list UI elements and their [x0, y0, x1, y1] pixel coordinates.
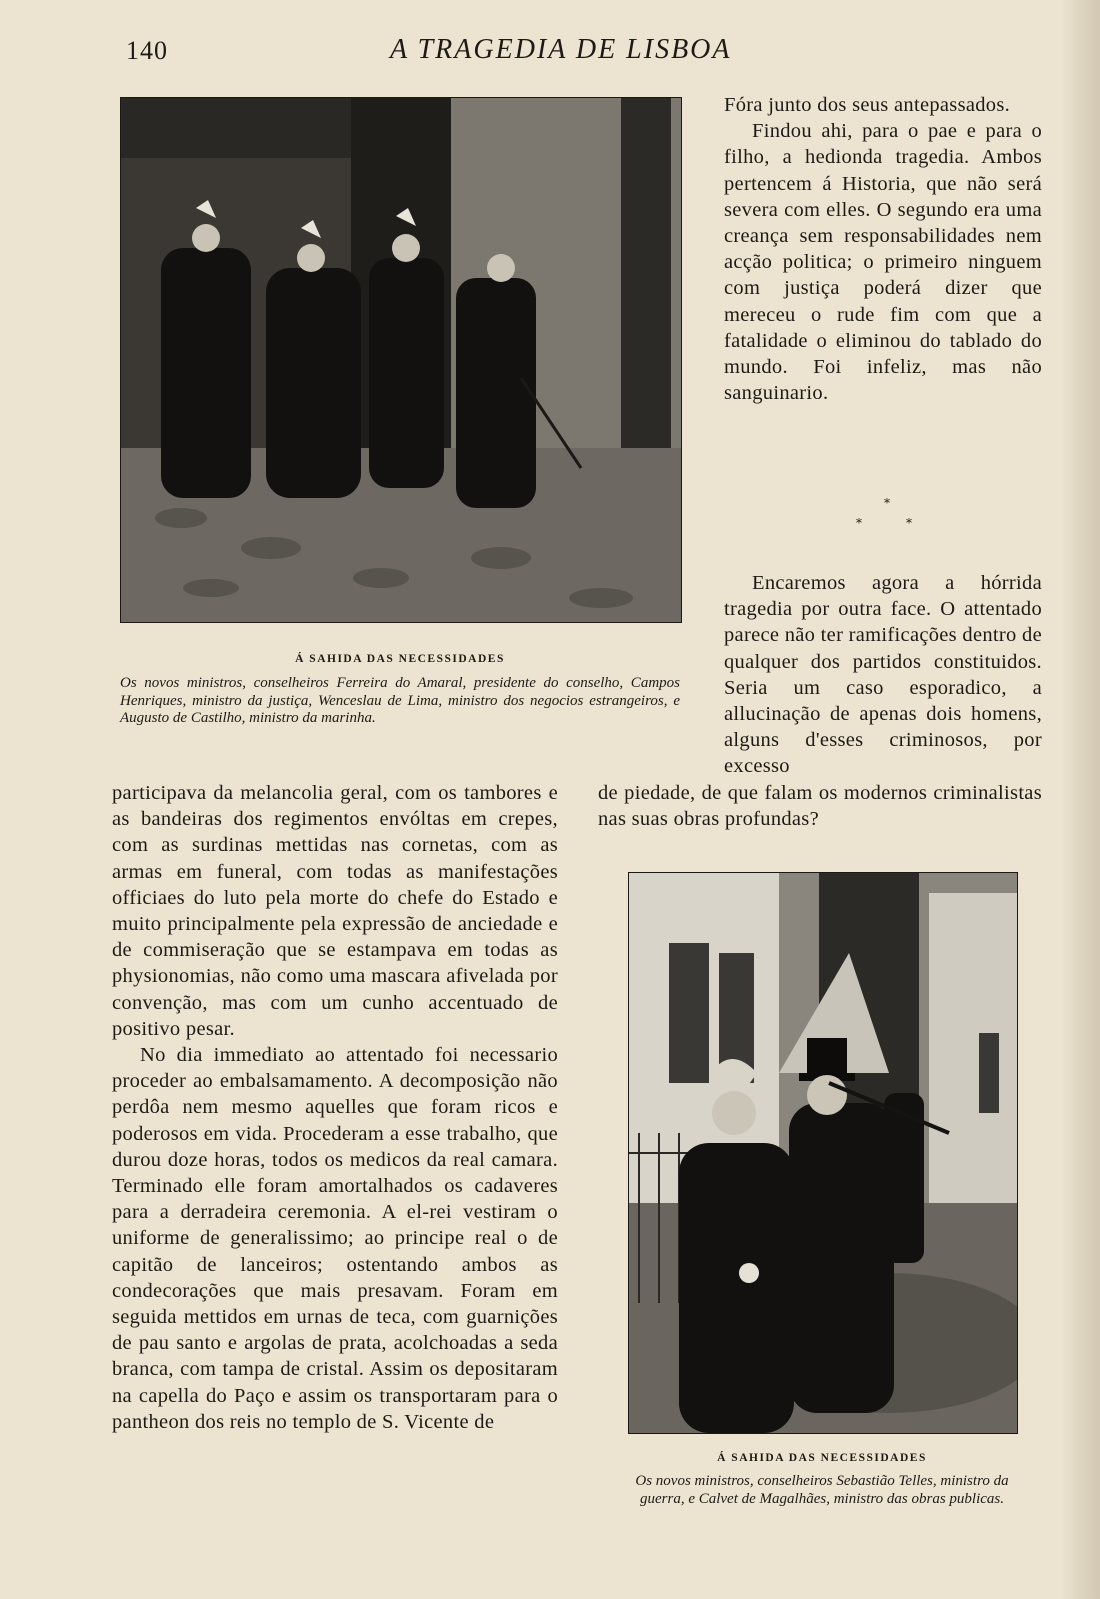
asterisk: * [884, 496, 890, 510]
paragraph: participava da melancolia geral, com os tambores e as bandeiras dos regimentos envóltas em crepes, com as surdinas mettidas nas cornetas, com as armas em funeral, com todas as manifestações officiaes do luto pela morte do chefe do Estado e muito principalmente pela expressão de anciedade e de commiseração que se estampava em todas as physionomias, não como uma mascara afivelada por convenção, mas com um cunho accentuado de positivo pesar. [112, 782, 558, 1040]
paragraph: de piedade, de que falam os modernos criminalistas nas suas obras profundas? [598, 782, 1042, 831]
running-title: A TRAGEDIA DE LISBOA [390, 34, 732, 65]
page-edge-shadow [1060, 0, 1100, 1599]
text-column-top-right [724, 92, 1042, 406]
photo-ministers-leaving-1-image [121, 98, 681, 622]
page-number: 140 [126, 36, 168, 65]
section-break-asterisks [840, 496, 920, 536]
text-wide-continuation [598, 780, 1042, 832]
paragraph: Findou ahi, para o pae e para o filho, a hedionda tragedia. Ambos pertencem á Historia, que não será severa com elles. O segundo era uma creança sem responsabilidades nem acção politica; o primeiro ninguem com justiça poderá dizer que mereceu o rude fim com que a fatalidade o eliminou do tablado do mundo. Foi infeliz, mas não sanguinario. [724, 120, 1042, 405]
figure-1-caption: Os novos ministros, conselheiros Ferreira do Amaral, presidente do conselho, Campos Henriques, ministro da justiça, Wenceslau de Lima, ministro dos negocios estrangeiros, e Augusto de Castilho, ministro da marinha. [120, 675, 680, 726]
figure-2-heading: Á SAHIDA DAS NECESSIDADES [717, 1452, 927, 1464]
figure-2-caption: Os novos ministros, conselheiros Sebastião Telles, ministro da guerra, e Calvet de Magalhães, ministro das obras publicas. [635, 1473, 1009, 1507]
photo-ministers-leaving-2 [628, 872, 1018, 1434]
paragraph: Encaremos agora a hórrida tragedia por outra face. O attentado parece não ter ramificações dentro de qualquer dos partidos constituidos. Seria um caso esporadico, a allucinação de apenas dois homens, alguns d'esses criminosos, por excesso [724, 572, 1042, 778]
text-column-left [112, 780, 558, 1435]
asterisk: * [856, 516, 862, 530]
figure-1-heading: Á SAHIDA DAS NECESSIDADES [295, 653, 505, 665]
paragraph: No dia immediato ao attentado foi necessario proceder ao embalsamamento. A decomposição não perdôa nem mesmo aquelles que foram ricos e poderosos em vida. Procederam a esse trabalho, que durou doze horas, todos os medicos da real camara. Terminado elle foram amortalhados os cadaveres para a derradeira ceremonia. A el-rei vestiram o uniforme de generalissimo; ao principe real o de capitão de lanceiros; ostentando ambos as condecorações que mais presavam. Foram em seguida mettidos em urnas de teca, com guarnições de pau santo e argolas de prata, acolchoadas a seda branca, com tampa de cristal. Assim os depositaram na capella do Paço e assim os transportaram para o pantheon dos reis no templo de S. Vicente de [112, 1044, 558, 1433]
photo-ministers-leaving-1 [120, 97, 682, 623]
text-column-mid-right [724, 570, 1042, 780]
paragraph: Fóra junto dos seus antepassados. [724, 94, 1011, 116]
asterisk: * [906, 516, 912, 530]
photo-ministers-leaving-2-image [629, 873, 1017, 1433]
